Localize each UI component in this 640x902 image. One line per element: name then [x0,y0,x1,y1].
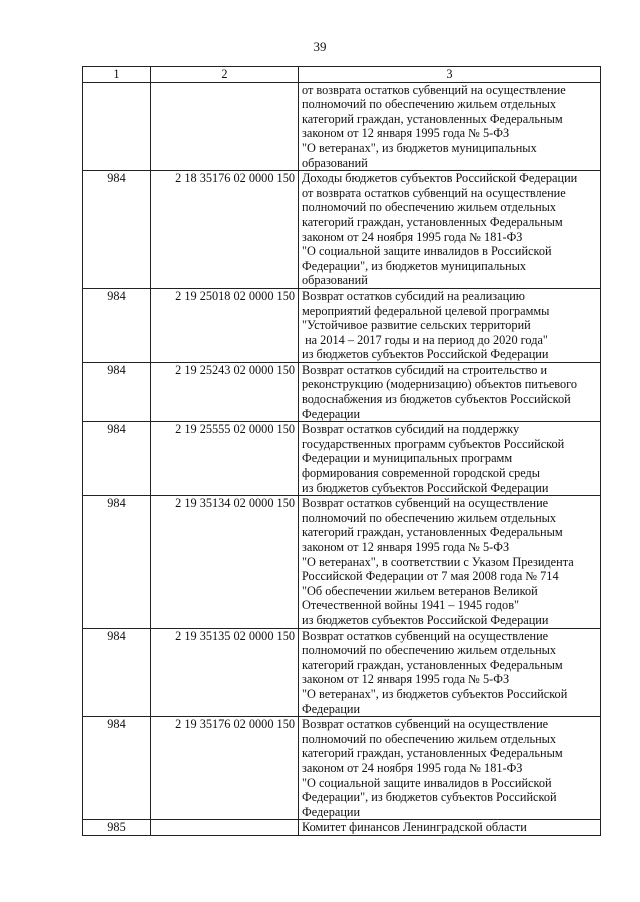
table-row [83,717,601,820]
income-description-cell: Возврат остатков субсидий на строительство и реконструкцию (модернизацию) объектов питьевого водоснабжения из бюджетов субъектов Российской Федерации [299,362,601,421]
admin-code-cell [83,82,151,171]
table-row [83,288,601,362]
income-description-cell: Возврат остатков субсидий на реализацию мероприятий федеральной целевой программы "Устойчивое развитие сельских территорий на 2014 – 2017 годы и на период до 2020 года" из бюджетов субъектов Российской Федерации [299,288,601,362]
budget-code-cell: 2 18 35176 02 0000 150 [151,171,299,289]
page-number: 39 [313,39,327,54]
table-row [83,628,601,717]
income-description-cell: Возврат остатков субвенций на осуществление полномочий по обеспечению жильем отдельных категорий граждан, установленных Федеральным законом от 12 января 1995 года № 5-ФЗ "О ветеранах", в соответствии с Указом Президента Российской Федерации от 7 мая 2008 года № 714 "Об обеспечении жильем ветеранов Великой Отечественной войны 1941 – 1945 годов" из бюджетов субъектов Российской Федерации [299,496,601,628]
budget-code-cell [151,82,299,171]
admin-code-cell: 984 [83,171,151,289]
table-header-row [83,67,601,83]
budget-code-cell: 2 19 25555 02 0000 150 [151,422,299,496]
income-description-cell: Возврат остатков субсидий на поддержку государственных программ субъектов Российской Федерации и муниципальных программ формирования современной городской среды из бюджетов субъектов Российской Федерации [299,422,601,496]
income-description-cell: от возврата остатков субвенций на осуществление полномочий по обеспечению жильем отдельных категорий граждан, установленных Федеральным законом от 12 января 1995 года № 5-ФЗ "О ветеранах", из бюджетов муниципальных образований [299,82,601,171]
admin-code-cell: 984 [83,628,151,717]
admin-code-cell: 985 [83,820,151,836]
admin-code-cell: 984 [83,717,151,820]
table-row [83,422,601,496]
income-description-cell: Доходы бюджетов субъектов Российской Федерации от возврата остатков субвенций на осуществление полномочий по обеспечению жильем отдельных категорий граждан, установленных Федеральным законом от 24 ноября 1995 года № 181-ФЗ "О социальной защите инвалидов в Российской Федерации", из бюджетов муниципальных образований [299,171,601,289]
table-row [83,82,601,171]
income-description-cell: Комитет финансов Ленинградской области [299,820,601,836]
table-row [83,362,601,421]
admin-code-cell: 984 [83,362,151,421]
table-row [83,171,601,289]
admin-code-cell: 984 [83,288,151,362]
income-description-cell: Возврат остатков субвенций на осуществление полномочий по обеспечению жильем отдельных категорий граждан, установленных Федеральным законом от 24 ноября 1995 года № 181-ФЗ "О социальной защите инвалидов в Российской Федерации", из бюджетов субъектов Российской Федерации [299,717,601,820]
income-description-cell: Возврат остатков субвенций на осуществление полномочий по обеспечению жильем отдельных категорий граждан, установленных Федеральным законом от 12 января 1995 года № 5-ФЗ "О ветеранах", из бюджетов субъектов Российской Федерации [299,628,601,717]
budget-code-cell [151,820,299,836]
column-header-3: 3 [299,67,601,83]
budget-code-cell: 2 19 35135 02 0000 150 [151,628,299,717]
column-header-2: 2 [151,67,299,83]
budget-code-cell: 2 19 35176 02 0000 150 [151,717,299,820]
table-row [83,820,601,836]
budget-classification-table [82,66,601,836]
table-row [83,496,601,628]
column-header-1: 1 [83,67,151,83]
budget-code-cell: 2 19 25243 02 0000 150 [151,362,299,421]
budget-code-cell: 2 19 25018 02 0000 150 [151,288,299,362]
admin-code-cell: 984 [83,422,151,496]
budget-code-cell: 2 19 35134 02 0000 150 [151,496,299,628]
admin-code-cell: 984 [83,496,151,628]
